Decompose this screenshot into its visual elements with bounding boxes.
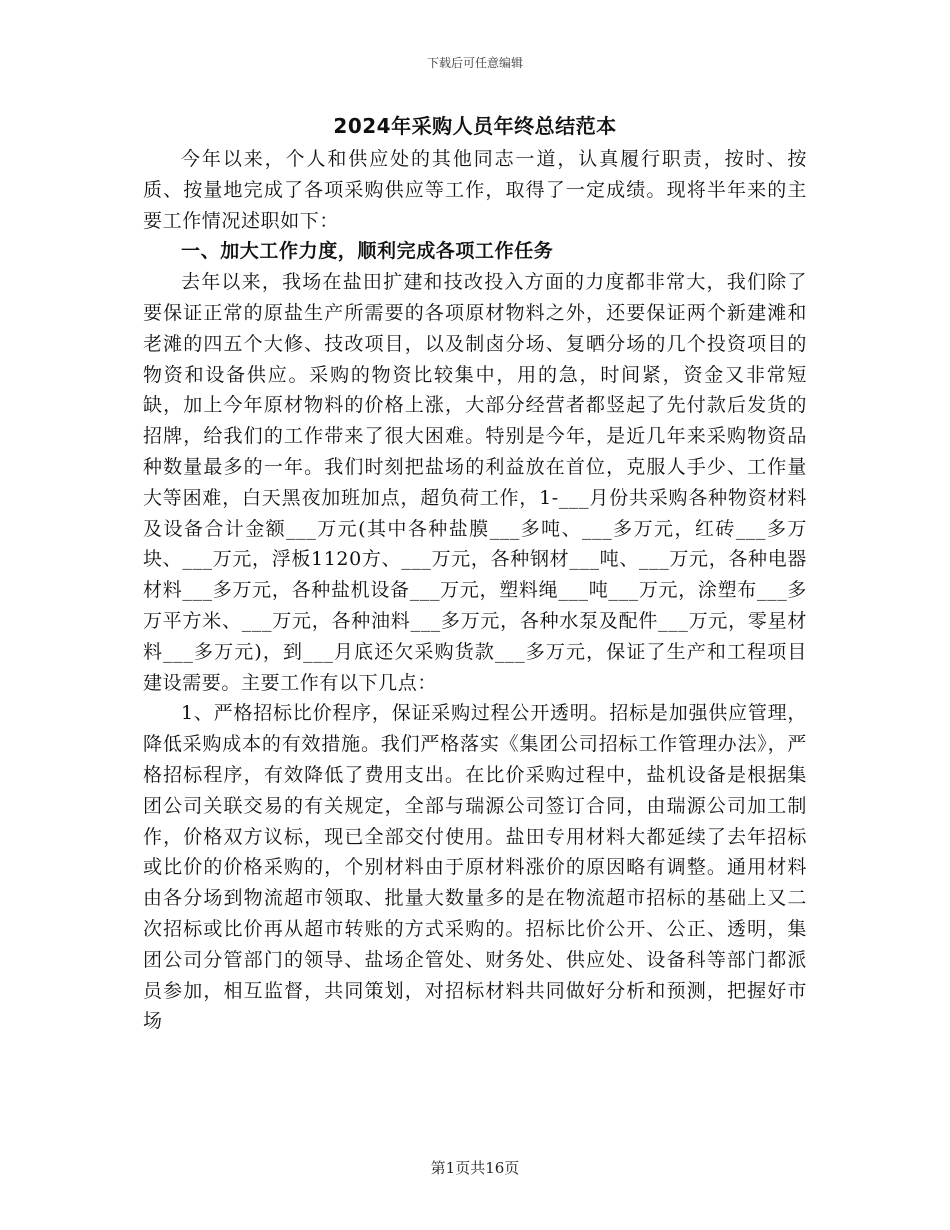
- page-footer: [0, 1157, 950, 1178]
- section-1-paragraph: 去年以来，我场在盐田扩建和技改投入方面的力度都非常大，我们除了要保证正常的原盐生产所需要的各项原材物料之外，还要保证两个新建滩和老滩的四五个大修、技改项目，以及制卤分场、复晒分场的几个投资项目的物资和设备供应。采购的物资比较集中，用的急，时间紧，资金又非常短缺，加上今年原材物料的价格上涨，大部分经营者都竖起了先付款后发货的招牌，给我们的工作带来了很大困难。特别是今年，是近几年来采购物资品种数量最多的一年。我们时刻把盐场的利益放在首位，克服人手少、工作量大等困难，白天黑夜加班加点，超负荷工作，1-___月份共采购各种物资材料及设备合计金额___万元(其中各种盐膜___多吨、___多万元，红砖___多万块、___万元，浮板1120方、___万元，各种钢材___吨、___万元，各种电器材料___多万元，各种盐机设备___万元，塑料绳___吨___万元，涂塑布___多万平方米、___万元，各种油料___多万元，各种水泵及配件___万元，零星材料___多万元)，到___月底还欠采购货款___多万元，保证了生产和工程项目建设需要。主要工作有以下几点：: [143, 271, 807, 694]
- point-1-paragraph: 1、严格招标比价程序，保证采购过程公开透明。招标是加强供应管理，降低采购成本的有效措施。我们严格落实《集团公司招标工作管理办法》，严格招标程序，有效降低了费用支出。在比价采购过程中，盐机设备是根据集团公司关联交易的有关规定，全部与瑞源公司签订合同，由瑞源公司加工制作，价格双方议标，现已全部交付使用。盐田专用材料大都延续了去年招标或比价的价格采购的，个别材料由于原材料涨价的原因略有调整。通用材料由各分场到物流超市领取、批量大数量多的是在物流超市招标的基础上又二次招标或比价再从超市转账的方式采购的。招标比价公开、公正、透明，集团公司分管部门的领导、盐场企管处、财务处、供应处、设备科等部门都派员参加，相互监督，共同策划，对招标材料共同做好分析和预测，把握好市场: [143, 702, 807, 1033]
- section-1-heading: 一、加大工作力度，顺利完成各项工作任务: [181, 240, 554, 263]
- page-number: 第1页共16页: [430, 1159, 520, 1177]
- intro-paragraph: 今年以来，个人和供应处的其他同志一道，认真履行职责，按时、按质、按量地完成了各项采购供应等工作，取得了一定成绩。现将半年来的主要工作情况述职如下：: [143, 148, 807, 232]
- document-title: 2024年采购人员年终总结范本: [333, 114, 617, 138]
- header-text: 下载后可任意编辑: [426, 56, 523, 70]
- page-header: [0, 54, 950, 71]
- document-body: [143, 112, 807, 1037]
